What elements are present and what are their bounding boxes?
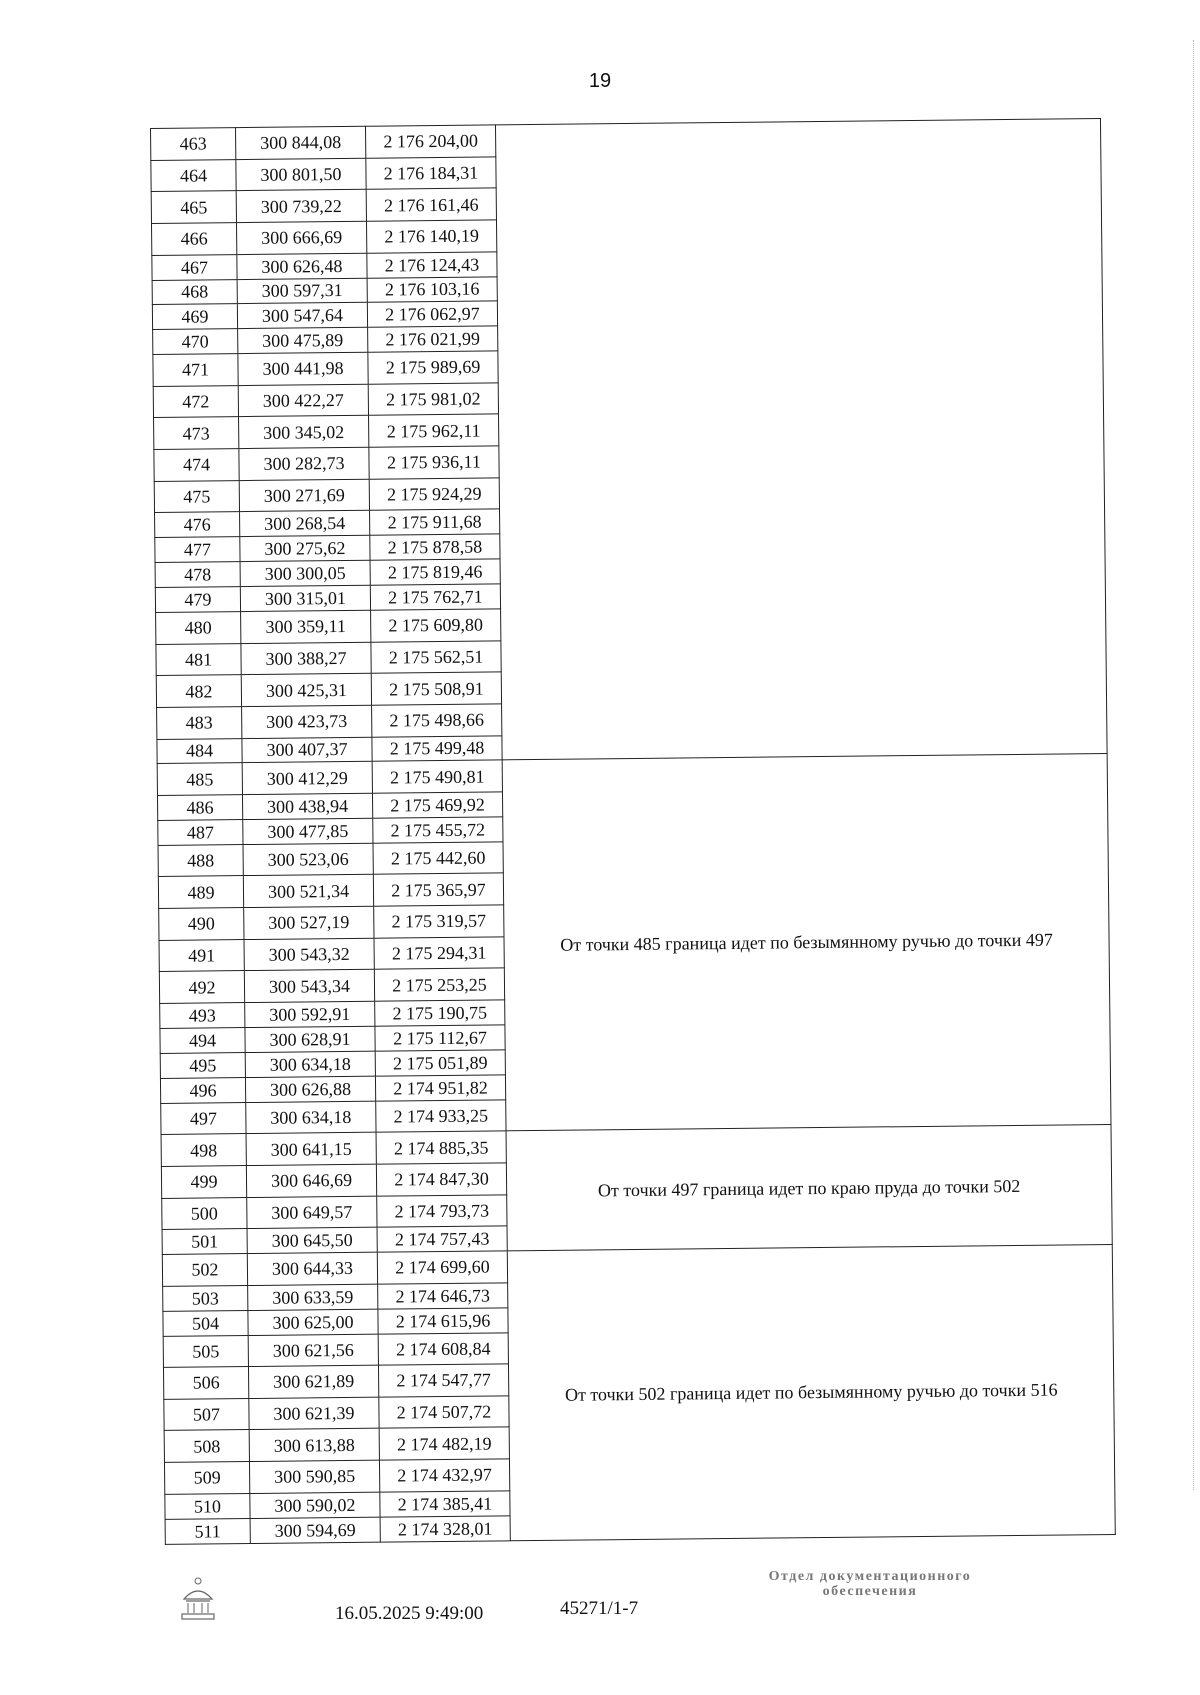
y-coordinate-cell: 2 175 442,60 — [373, 842, 503, 875]
point-number-cell: 474 — [154, 449, 239, 482]
x-coordinate-cell: 300 613,88 — [249, 1429, 379, 1462]
point-number-cell: 496 — [160, 1077, 245, 1103]
x-coordinate-cell: 300 633,59 — [248, 1284, 378, 1310]
x-coordinate-cell: 300 527,19 — [244, 906, 374, 939]
point-number-cell: 479 — [155, 587, 240, 613]
point-number-cell: 495 — [160, 1052, 245, 1078]
y-coordinate-cell: 2 175 499,48 — [372, 735, 502, 761]
y-coordinate-cell: 2 176 140,19 — [366, 220, 496, 253]
y-coordinate-cell: 2 175 562,51 — [371, 640, 501, 673]
x-coordinate-cell: 300 438,94 — [242, 793, 372, 819]
x-coordinate-cell: 300 412,29 — [242, 762, 372, 795]
point-number-cell: 510 — [165, 1493, 250, 1519]
coordinates-table — [150, 118, 1116, 1544]
footer-date: 16.05.2025 9:49:00 — [335, 1603, 484, 1624]
x-coordinate-cell: 300 359,11 — [241, 610, 371, 643]
point-number-cell: 504 — [163, 1310, 248, 1336]
y-coordinate-cell: 2 175 911,68 — [370, 509, 500, 535]
y-coordinate-cell: 2 174 608,84 — [378, 1332, 508, 1365]
y-coordinate-cell: 2 175 962,11 — [369, 414, 499, 447]
x-coordinate-cell: 300 422,27 — [238, 384, 368, 417]
x-coordinate-cell: 300 268,54 — [240, 511, 370, 537]
x-coordinate-cell: 300 271,69 — [239, 479, 369, 512]
y-coordinate-cell: 2 174 547,77 — [378, 1364, 508, 1397]
x-coordinate-cell: 300 523,06 — [243, 843, 373, 876]
boundary-description-cell: От точки 497 граница идет по краю пруда до точки 502 — [506, 1125, 1112, 1251]
y-coordinate-cell: 2 174 757,43 — [377, 1226, 507, 1252]
point-number-cell: 487 — [158, 820, 243, 846]
x-coordinate-cell: 300 621,89 — [248, 1365, 378, 1398]
point-number-cell: 502 — [162, 1254, 247, 1287]
x-coordinate-cell: 300 646,69 — [246, 1164, 376, 1197]
y-coordinate-cell: 2 175 190,75 — [375, 1000, 505, 1026]
x-coordinate-cell: 300 275,62 — [240, 536, 370, 562]
point-number-cell: 506 — [163, 1367, 248, 1400]
y-coordinate-cell: 2 174 933,25 — [376, 1099, 506, 1132]
point-number-cell: 489 — [158, 876, 243, 909]
x-coordinate-cell: 300 634,18 — [245, 1051, 375, 1077]
x-coordinate-cell: 300 315,01 — [240, 585, 370, 611]
point-number-cell: 484 — [157, 738, 242, 764]
x-coordinate-cell: 300 590,85 — [249, 1460, 379, 1493]
y-coordinate-cell: 2 175 112,67 — [375, 1025, 505, 1051]
x-coordinate-cell: 300 634,18 — [246, 1101, 376, 1134]
y-coordinate-cell: 2 174 699,60 — [377, 1251, 507, 1284]
stamp-line-2: обеспечения — [822, 1583, 918, 1599]
x-coordinate-cell: 300 594,69 — [250, 1517, 380, 1543]
y-coordinate-cell: 2 174 482,19 — [379, 1427, 509, 1460]
stamp-line-1: Отдел документационного — [768, 1569, 972, 1584]
y-coordinate-cell: 2 175 490,81 — [372, 760, 502, 793]
point-number-cell: 483 — [157, 706, 242, 739]
boundary-description-cell: От точки 485 граница идет по безымянному ручью до точки 497 — [502, 754, 1111, 1131]
point-number-cell: 486 — [157, 795, 242, 821]
x-coordinate-cell: 300 844,08 — [236, 126, 366, 159]
y-coordinate-cell: 2 175 762,71 — [370, 584, 500, 610]
x-coordinate-cell: 300 628,91 — [245, 1026, 375, 1052]
point-number-cell: 481 — [156, 643, 241, 676]
point-number-cell: 511 — [165, 1518, 250, 1544]
y-coordinate-cell: 2 175 989,69 — [368, 351, 498, 384]
x-coordinate-cell: 300 423,73 — [242, 705, 372, 738]
y-coordinate-cell: 2 175 819,46 — [370, 559, 500, 585]
x-coordinate-cell: 300 666,69 — [236, 221, 366, 254]
footer-document-code: 45271/1-7 — [560, 1598, 639, 1619]
x-coordinate-cell: 300 521,34 — [243, 875, 373, 908]
page-number: 19 — [588, 70, 612, 92]
y-coordinate-cell: 2 175 469,92 — [372, 792, 502, 818]
x-coordinate-cell: 300 407,37 — [242, 737, 372, 763]
point-number-cell: 500 — [162, 1197, 247, 1230]
x-coordinate-cell: 300 592,91 — [245, 1001, 375, 1027]
y-coordinate-cell: 2 174 646,73 — [378, 1283, 508, 1309]
x-coordinate-cell: 300 626,88 — [245, 1076, 375, 1102]
point-number-cell: 464 — [151, 159, 236, 192]
y-coordinate-cell: 2 176 161,46 — [366, 188, 496, 221]
y-coordinate-cell: 2 175 878,58 — [370, 534, 500, 560]
point-number-cell: 469 — [152, 304, 237, 330]
coordinates-table-body — [151, 119, 1116, 1544]
y-coordinate-cell: 2 174 847,30 — [376, 1163, 506, 1196]
x-coordinate-cell: 300 590,02 — [250, 1492, 380, 1518]
x-coordinate-cell: 300 801,50 — [236, 158, 366, 191]
point-number-cell: 468 — [152, 279, 237, 305]
x-coordinate-cell: 300 597,31 — [237, 278, 367, 304]
x-coordinate-cell: 300 345,02 — [239, 416, 369, 449]
point-number-cell: 509 — [164, 1462, 249, 1495]
x-coordinate-cell: 300 475,89 — [238, 327, 368, 353]
y-coordinate-cell: 2 175 253,25 — [374, 968, 504, 1001]
y-coordinate-cell: 2 175 936,11 — [369, 446, 499, 479]
point-number-cell: 465 — [151, 191, 236, 224]
y-coordinate-cell: 2 174 951,82 — [375, 1075, 505, 1101]
boundary-description-cell: От точки 502 граница идет по безымянному ручью до точки 516 — [507, 1245, 1115, 1541]
y-coordinate-cell: 2 174 885,35 — [376, 1131, 506, 1164]
x-coordinate-cell: 300 649,57 — [247, 1196, 377, 1229]
y-coordinate-cell: 2 176 021,99 — [368, 326, 498, 352]
y-coordinate-cell: 2 175 508,91 — [371, 672, 501, 705]
x-coordinate-cell: 300 625,00 — [248, 1309, 378, 1335]
point-number-cell: 497 — [161, 1102, 246, 1135]
x-coordinate-cell: 300 626,48 — [237, 253, 367, 279]
point-number-cell: 490 — [159, 908, 244, 941]
point-number-cell: 472 — [153, 385, 238, 418]
x-coordinate-cell: 300 543,34 — [244, 970, 374, 1003]
emblem-logo-icon — [178, 1575, 218, 1621]
x-coordinate-cell: 300 645,50 — [247, 1227, 377, 1253]
x-coordinate-cell: 300 621,56 — [248, 1334, 378, 1367]
point-number-cell: 478 — [155, 562, 240, 588]
y-coordinate-cell: 2 176 184,31 — [366, 157, 496, 190]
y-coordinate-cell: 2 175 981,02 — [368, 383, 498, 416]
y-coordinate-cell: 2 176 103,16 — [367, 276, 497, 302]
y-coordinate-cell: 2 174 328,01 — [380, 1515, 510, 1541]
point-number-cell: 488 — [158, 844, 243, 877]
y-coordinate-cell: 2 176 124,43 — [367, 252, 497, 278]
point-number-cell: 473 — [154, 417, 239, 450]
point-number-cell: 475 — [154, 480, 239, 513]
point-number-cell: 501 — [162, 1229, 247, 1255]
point-number-cell: 466 — [151, 223, 236, 256]
point-number-cell: 505 — [163, 1335, 248, 1368]
point-number-cell: 494 — [160, 1028, 245, 1054]
y-coordinate-cell: 2 174 615,96 — [378, 1307, 508, 1333]
y-coordinate-cell: 2 175 498,66 — [372, 704, 502, 737]
x-coordinate-cell: 300 425,31 — [241, 673, 371, 706]
point-number-cell: 477 — [155, 537, 240, 563]
point-number-cell: 467 — [152, 254, 237, 280]
scan-edge-mark — [1189, 40, 1194, 1490]
table-row — [151, 119, 1101, 161]
x-coordinate-cell: 300 300,05 — [240, 560, 370, 586]
y-coordinate-cell: 2 175 051,89 — [375, 1050, 505, 1076]
x-coordinate-cell: 300 441,98 — [238, 352, 368, 385]
x-coordinate-cell: 300 641,15 — [246, 1132, 376, 1165]
y-coordinate-cell: 2 174 432,97 — [379, 1459, 509, 1492]
y-coordinate-cell: 2 175 319,57 — [374, 905, 504, 938]
x-coordinate-cell: 300 547,64 — [237, 303, 367, 329]
point-number-cell: 463 — [151, 128, 236, 161]
point-number-cell: 471 — [153, 354, 238, 387]
y-coordinate-cell: 2 174 507,72 — [379, 1396, 509, 1429]
point-number-cell: 503 — [163, 1285, 248, 1311]
point-number-cell: 498 — [161, 1134, 246, 1167]
y-coordinate-cell: 2 176 204,00 — [365, 125, 495, 158]
point-number-cell: 485 — [157, 763, 242, 796]
point-number-cell: 491 — [159, 939, 244, 972]
y-coordinate-cell: 2 175 924,29 — [369, 478, 499, 511]
point-number-cell: 476 — [155, 512, 240, 538]
x-coordinate-cell: 300 543,32 — [244, 938, 374, 971]
x-coordinate-cell: 300 477,85 — [243, 818, 373, 844]
x-coordinate-cell: 300 739,22 — [236, 190, 366, 223]
department-stamp — [720, 1570, 1020, 1599]
y-coordinate-cell: 2 174 385,41 — [380, 1491, 510, 1517]
point-number-cell: 507 — [164, 1398, 249, 1431]
y-coordinate-cell: 2 175 455,72 — [373, 817, 503, 843]
point-number-cell: 482 — [156, 675, 241, 708]
point-number-cell: 508 — [164, 1430, 249, 1463]
y-coordinate-cell: 2 175 609,80 — [371, 609, 501, 642]
y-coordinate-cell: 2 175 365,97 — [373, 873, 503, 906]
x-coordinate-cell: 300 388,27 — [241, 642, 371, 675]
point-number-cell: 492 — [159, 971, 244, 1004]
x-coordinate-cell: 300 282,73 — [239, 447, 369, 480]
y-coordinate-cell: 2 176 062,97 — [367, 301, 497, 327]
point-number-cell: 480 — [156, 611, 241, 644]
y-coordinate-cell: 2 175 294,31 — [374, 937, 504, 970]
x-coordinate-cell: 300 644,33 — [247, 1252, 377, 1285]
point-number-cell: 493 — [160, 1003, 245, 1029]
y-coordinate-cell: 2 174 793,73 — [377, 1194, 507, 1227]
point-number-cell: 470 — [153, 329, 238, 355]
point-number-cell: 499 — [161, 1165, 246, 1198]
boundary-description-cell — [495, 119, 1107, 761]
x-coordinate-cell: 300 621,39 — [249, 1397, 379, 1430]
